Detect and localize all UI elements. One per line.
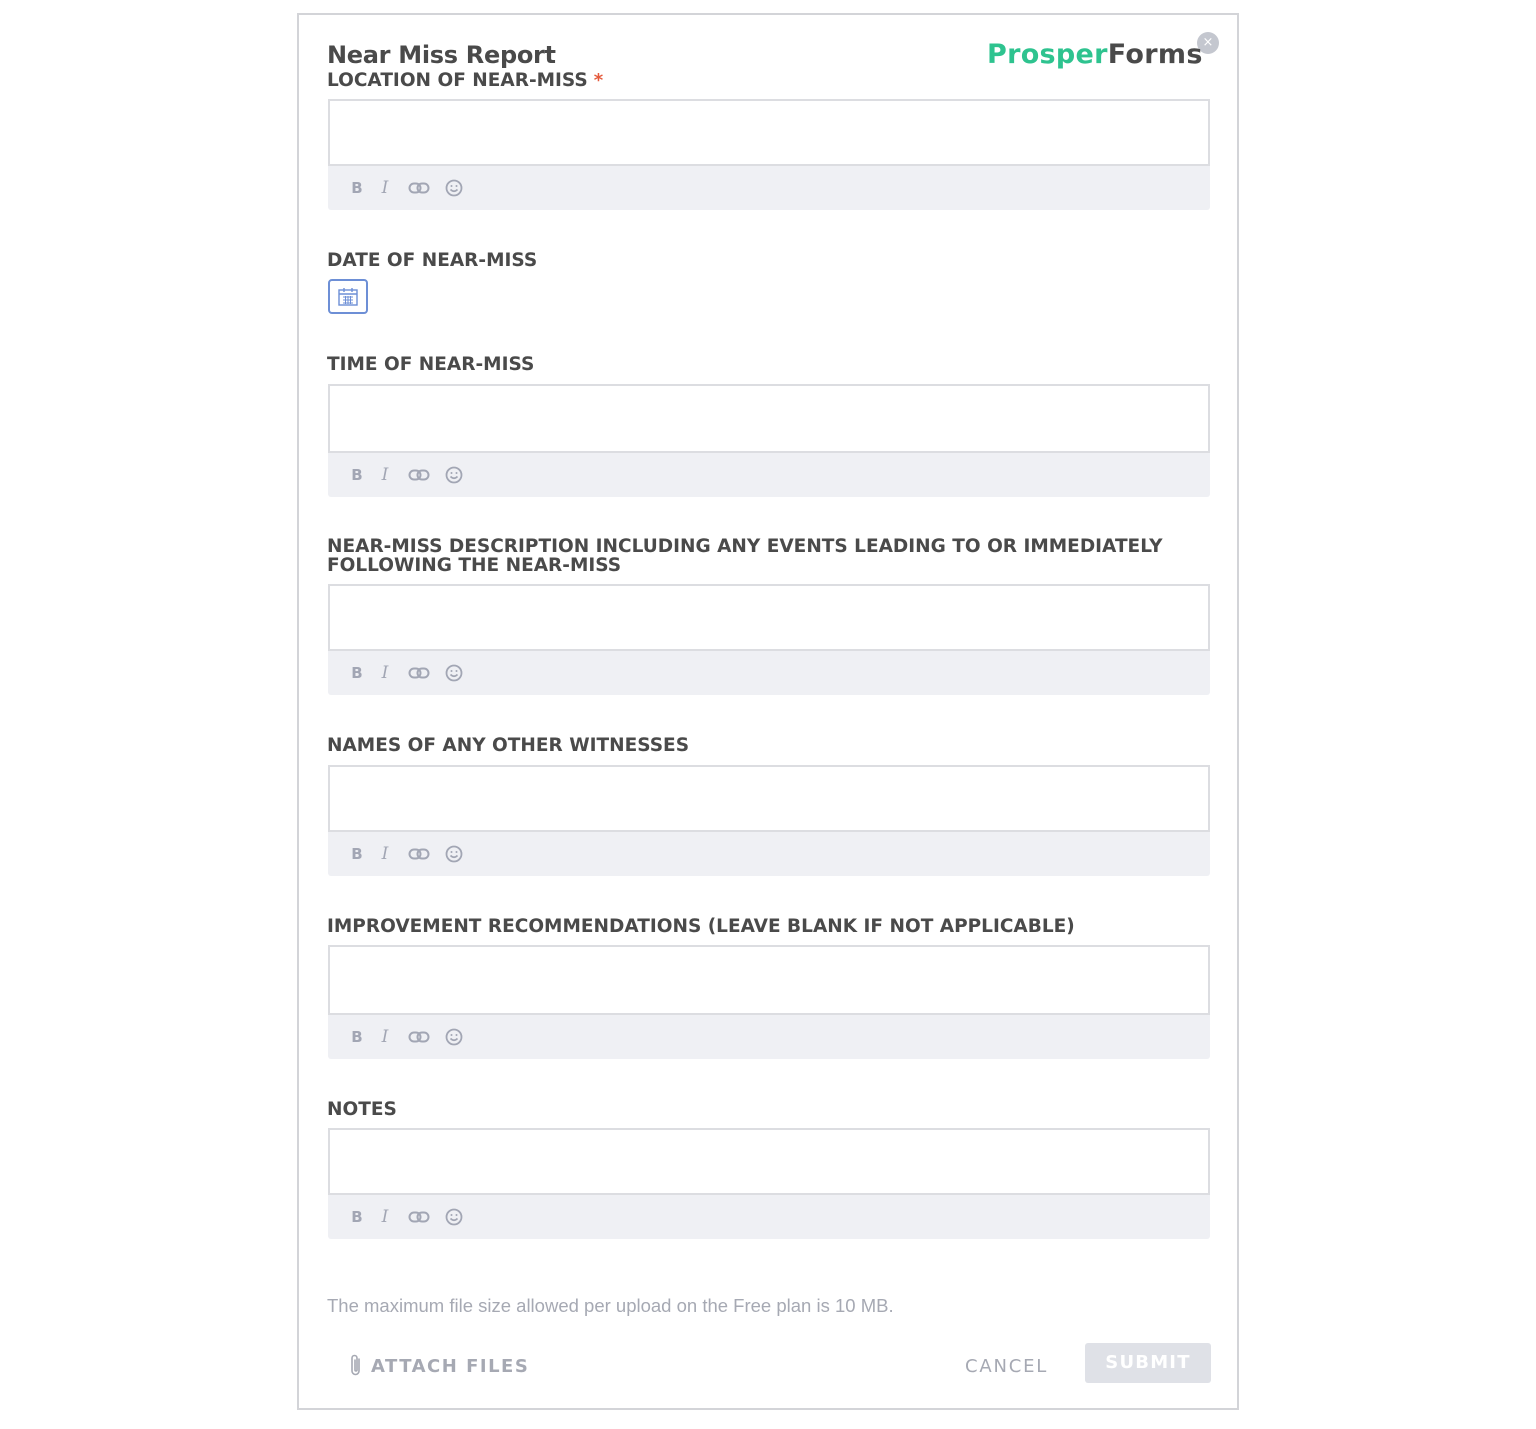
italic-icon[interactable]: I	[381, 178, 389, 198]
description-input[interactable]	[328, 584, 1210, 651]
emoji-icon[interactable]	[444, 832, 464, 876]
witnesses-input[interactable]	[328, 765, 1210, 832]
link-icon[interactable]	[408, 166, 430, 210]
field-label-date: DATE OF NEAR-MISS	[327, 250, 538, 271]
emoji-icon[interactable]	[444, 1015, 464, 1059]
emoji-icon[interactable]	[444, 453, 464, 497]
link-icon[interactable]	[408, 453, 430, 497]
bold-icon[interactable]: B	[351, 664, 363, 682]
format-toolbar	[328, 1015, 1210, 1059]
cancel-button[interactable]: CANCEL	[965, 1356, 1049, 1377]
description-field	[328, 584, 1210, 695]
bold-icon[interactable]: B	[351, 1028, 363, 1046]
italic-icon[interactable]: I	[381, 1207, 389, 1227]
calendar-icon	[338, 287, 358, 306]
required-mark: *	[593, 70, 604, 91]
attach-files-button[interactable]	[349, 1351, 529, 1383]
format-toolbar	[328, 453, 1210, 497]
italic-icon[interactable]: I	[381, 663, 389, 683]
format-toolbar	[328, 832, 1210, 876]
italic-icon[interactable]: I	[381, 1027, 389, 1047]
form-card	[297, 13, 1239, 1410]
field-label-time: TIME OF NEAR-MISS	[327, 354, 535, 375]
bold-icon[interactable]: B	[351, 1208, 363, 1226]
recommendations-field	[328, 945, 1210, 1059]
bold-icon[interactable]: B	[351, 845, 363, 863]
field-label-text: LOCATION OF NEAR-MISS	[327, 70, 588, 91]
time-input[interactable]	[328, 384, 1210, 453]
bold-icon[interactable]: B	[351, 466, 363, 484]
brand-logo-part2: Forms	[1107, 39, 1203, 70]
field-label-description: NEAR-MISS DESCRIPTION INCLUDING ANY EVENTS LEADING TO OR IMMEDIATELY FOLLOWING THE NEAR-MISS	[327, 536, 1163, 576]
format-toolbar	[328, 166, 1210, 210]
notes-input[interactable]	[328, 1128, 1210, 1195]
attach-files-label: ATTACH FILES	[371, 1356, 530, 1377]
brand-logo-part1: Prosper	[987, 39, 1108, 70]
field-label-witnesses: NAMES OF ANY OTHER WITNESSES	[327, 735, 690, 756]
field-label-recommendations: IMPROVEMENT RECOMMENDATIONS (LEAVE BLANK IF NOT APPLICABLE)	[327, 916, 1075, 937]
paperclip-icon	[349, 1353, 363, 1377]
link-icon[interactable]	[408, 1195, 430, 1239]
emoji-icon[interactable]	[444, 166, 464, 210]
bold-icon[interactable]: B	[351, 179, 363, 197]
recommendations-input[interactable]	[328, 945, 1210, 1015]
emoji-icon[interactable]	[444, 651, 464, 695]
location-input[interactable]	[328, 99, 1210, 166]
field-label-notes: NOTES	[327, 1099, 397, 1120]
link-icon[interactable]	[408, 1015, 430, 1059]
time-field	[328, 384, 1210, 497]
link-icon[interactable]	[408, 832, 430, 876]
form-title: Near Miss Report	[327, 41, 556, 69]
submit-button[interactable]: SUBMIT	[1085, 1343, 1211, 1383]
location-field	[328, 99, 1210, 210]
link-icon[interactable]	[408, 651, 430, 695]
format-toolbar	[328, 1195, 1210, 1239]
brand-logo	[987, 39, 1203, 70]
emoji-icon[interactable]	[444, 1195, 464, 1239]
date-picker-button[interactable]	[328, 279, 368, 314]
close-icon: ×	[1202, 35, 1214, 50]
italic-icon[interactable]: I	[381, 465, 389, 485]
italic-icon[interactable]: I	[381, 844, 389, 864]
file-size-note: The maximum file size allowed per upload on the Free plan is 10 MB.	[327, 1295, 894, 1316]
format-toolbar	[328, 651, 1210, 695]
witnesses-field	[328, 765, 1210, 876]
field-label-location	[327, 71, 1207, 91]
notes-field	[328, 1128, 1210, 1239]
